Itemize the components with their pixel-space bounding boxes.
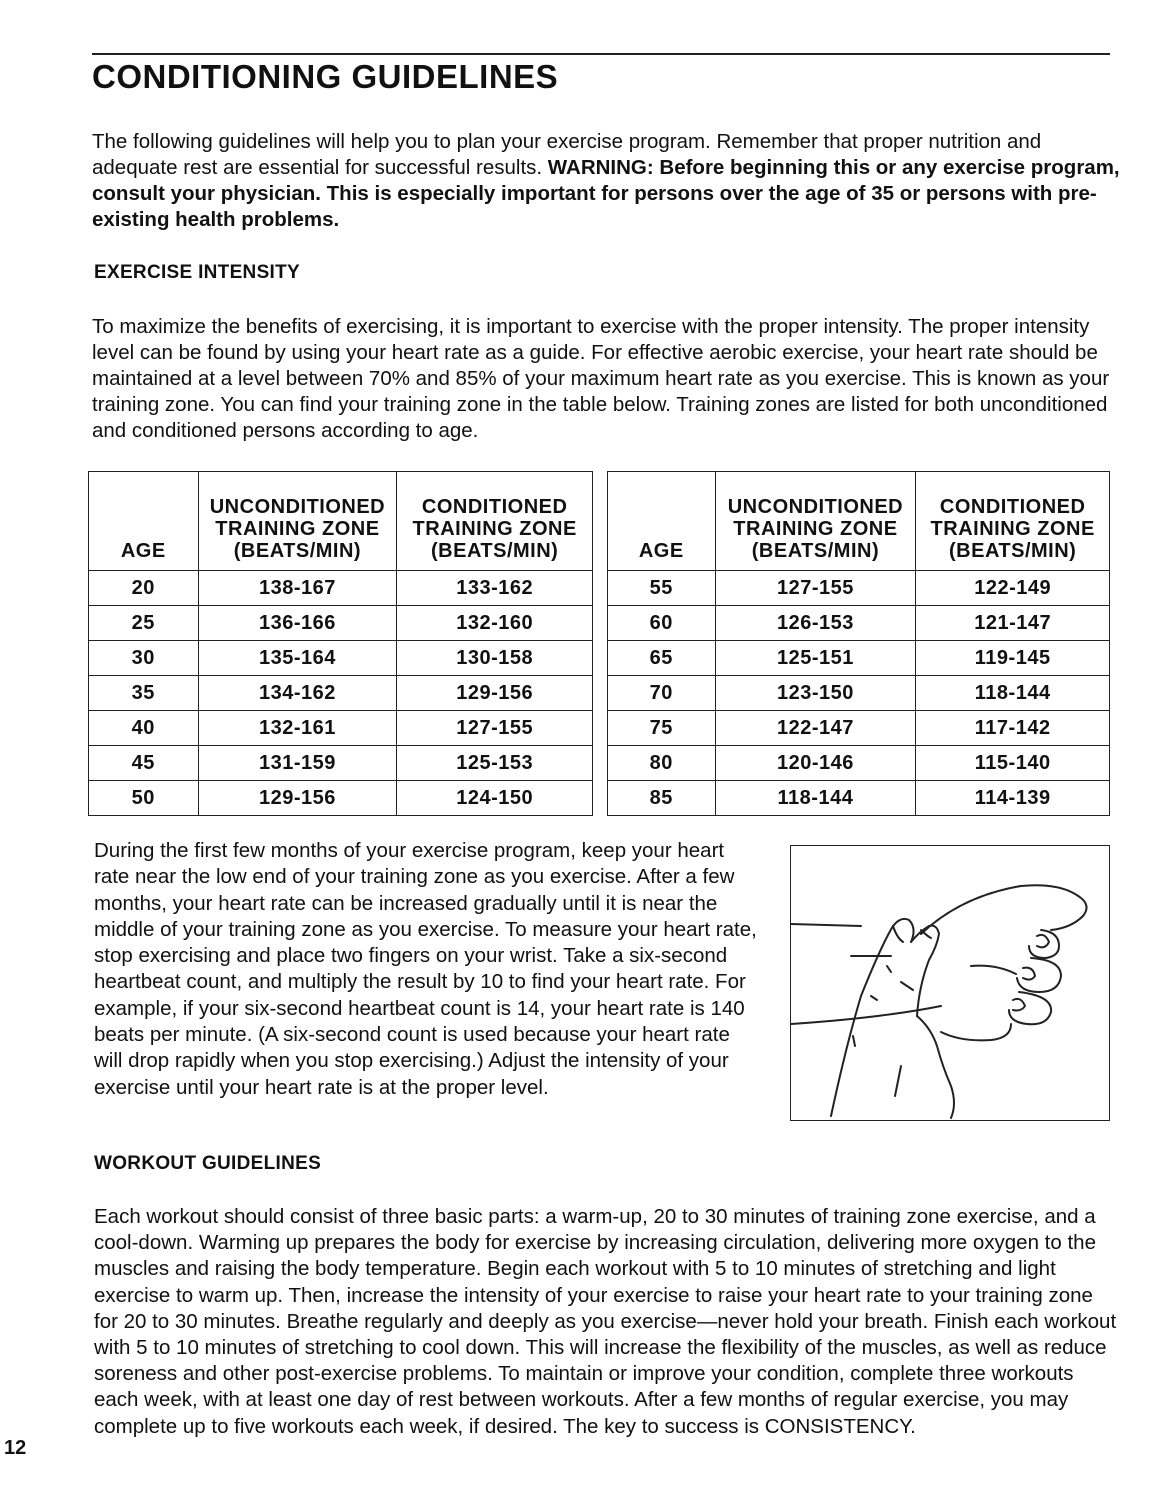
header-age: AGE bbox=[89, 472, 199, 571]
intro-text: The following guidelines will help you to plan your exercise program. Remember that proper nutrition and adequate rest are essential for successful results. bbox=[92, 130, 1042, 179]
unconditioned-cell: 126-153 bbox=[715, 606, 916, 641]
table-row bbox=[89, 641, 593, 676]
page-title: CONDITIONING GUIDELINES bbox=[92, 58, 559, 95]
conditioned-cell: 132-160 bbox=[397, 606, 593, 641]
conditioned-cell: 133-162 bbox=[397, 571, 593, 606]
header-age: AGE bbox=[608, 472, 716, 571]
age-cell: 80 bbox=[608, 746, 716, 781]
unconditioned-cell: 132-161 bbox=[198, 711, 397, 746]
header-conditioned: CONDITIONED TRAINING ZONE (BEATS/MIN) bbox=[916, 472, 1110, 571]
table-row bbox=[608, 781, 1110, 816]
left-table-body bbox=[89, 571, 593, 816]
unconditioned-cell: 131-159 bbox=[198, 746, 397, 781]
table-row bbox=[89, 781, 593, 816]
age-cell: 40 bbox=[89, 711, 199, 746]
conditioned-cell: 124-150 bbox=[397, 781, 593, 816]
age-cell: 30 bbox=[89, 641, 199, 676]
exercise-intensity-heading: EXERCISE INTENSITY bbox=[94, 262, 300, 283]
table-row bbox=[89, 606, 593, 641]
training-zone-table-right bbox=[607, 471, 1110, 816]
table-row bbox=[608, 676, 1110, 711]
exercise-intensity-paragraph: To maximize the benefits of exercising, it is important to exercise with the proper intensity. The proper intensity level can be found by using your heart rate as a guide. For effective aerobic exercise, your heart rate should be maintained at a level between 70% and 85% of your maximum heart rate as you exercise. This is known as your training zone. You can find your training zone in the table below. Training zones are listed for both unconditioned and conditioned persons according to age. bbox=[92, 315, 1110, 442]
top-rule bbox=[92, 53, 1110, 55]
conditioned-cell: 119-145 bbox=[916, 641, 1110, 676]
header-unconditioned: UNCONDITIONED TRAINING ZONE (BEATS/MIN) bbox=[198, 472, 397, 571]
conditioned-cell: 130-158 bbox=[397, 641, 593, 676]
age-cell: 85 bbox=[608, 781, 716, 816]
age-cell: 75 bbox=[608, 711, 716, 746]
training-zone-table-left bbox=[88, 471, 593, 816]
hand-on-wrist-icon bbox=[791, 846, 1108, 1119]
unconditioned-cell: 122-147 bbox=[715, 711, 916, 746]
age-cell: 25 bbox=[89, 606, 199, 641]
table-row bbox=[608, 746, 1110, 781]
table-row bbox=[89, 676, 593, 711]
unconditioned-cell: 127-155 bbox=[715, 571, 916, 606]
conditioned-cell: 129-156 bbox=[397, 676, 593, 711]
unconditioned-cell: 118-144 bbox=[715, 781, 916, 816]
heart-rate-paragraph: During the first few months of your exercise program, keep your heart rate near the low end of your training zone as you exercise. After a few months, your heart rate can be increased gradually until it is near the middle of your training zone as you exercise. To measure your heart rate, stop exercising and place two fingers on your wrist. Take a six-second heartbeat count, and multiply the result by 10 to find your heart rate. For example, if your six-second heartbeat count is 14, your heart rate is 140 beats per minute. (A six-second count is used because your heart rate will drop rapidly when you stop exercising.) Adjust the intensity of your exercise until your heart rate is at the proper level. bbox=[94, 839, 757, 1099]
workout-guidelines-paragraph: Each workout should consist of three basic parts: a warm-up, 20 to 30 minutes of training zone exercise, and a cool-down. Warming up prepares the body for exercise by increasing circulation, delivering more oxygen to the muscles and raising the body temperature. Begin each workout with 5 to 10 minutes of stretching and light exercise to warm up. Then, increase the intensity of your exercise to raise your heart rate to your training zone for 20 to 30 minutes. Breathe regularly and deeply as you exercise—never hold your breath. Finish each workout with 5 to 10 minutes of stretching to cool down. This will increase the flexibility of the muscles, as well as reduce soreness and other post-exercise problems. To maintain or improve your condition, complete three workouts each week, with at least one day of rest between workouts. After a few months of regular exercise, you may complete up to five workouts each week, if desired. The key to success is CONSISTENCY. bbox=[94, 1205, 1117, 1438]
conditioned-cell: 125-153 bbox=[397, 746, 593, 781]
table-row bbox=[608, 571, 1110, 606]
conditioned-cell: 117-142 bbox=[916, 711, 1110, 746]
unconditioned-cell: 135-164 bbox=[198, 641, 397, 676]
intro-paragraph bbox=[92, 129, 1122, 233]
age-cell: 45 bbox=[89, 746, 199, 781]
header-conditioned: CONDITIONED TRAINING ZONE (BEATS/MIN) bbox=[397, 472, 593, 571]
unconditioned-cell: 136-166 bbox=[198, 606, 397, 641]
unconditioned-cell: 120-146 bbox=[715, 746, 916, 781]
conditioned-cell: 127-155 bbox=[397, 711, 593, 746]
page-number: 12 bbox=[4, 1437, 27, 1459]
table-row bbox=[608, 711, 1110, 746]
unconditioned-cell: 125-151 bbox=[715, 641, 916, 676]
table-row bbox=[608, 641, 1110, 676]
conditioned-cell: 121-147 bbox=[916, 606, 1110, 641]
unconditioned-cell: 138-167 bbox=[198, 571, 397, 606]
header-unconditioned: UNCONDITIONED TRAINING ZONE (BEATS/MIN) bbox=[715, 472, 916, 571]
unconditioned-cell: 129-156 bbox=[198, 781, 397, 816]
age-cell: 60 bbox=[608, 606, 716, 641]
conditioned-cell: 115-140 bbox=[916, 746, 1110, 781]
unconditioned-cell: 134-162 bbox=[198, 676, 397, 711]
conditioned-cell: 114-139 bbox=[916, 781, 1110, 816]
age-cell: 50 bbox=[89, 781, 199, 816]
conditioned-cell: 122-149 bbox=[916, 571, 1110, 606]
table-row bbox=[608, 606, 1110, 641]
right-table-body bbox=[608, 571, 1110, 816]
age-cell: 20 bbox=[89, 571, 199, 606]
age-cell: 35 bbox=[89, 676, 199, 711]
age-cell: 55 bbox=[608, 571, 716, 606]
workout-guidelines-heading: WORKOUT GUIDELINES bbox=[94, 1153, 322, 1174]
table-row bbox=[89, 711, 593, 746]
table-row bbox=[89, 571, 593, 606]
conditioned-cell: 118-144 bbox=[916, 676, 1110, 711]
table-row bbox=[89, 746, 593, 781]
age-cell: 65 bbox=[608, 641, 716, 676]
unconditioned-cell: 123-150 bbox=[715, 676, 916, 711]
age-cell: 70 bbox=[608, 676, 716, 711]
pulse-check-illustration bbox=[790, 845, 1110, 1121]
warning-text: WARNING: Before beginning this or any exercise program, consult your physician. This is especially important for persons over the age of 35 or persons with pre-existing health problems. bbox=[92, 156, 1120, 231]
